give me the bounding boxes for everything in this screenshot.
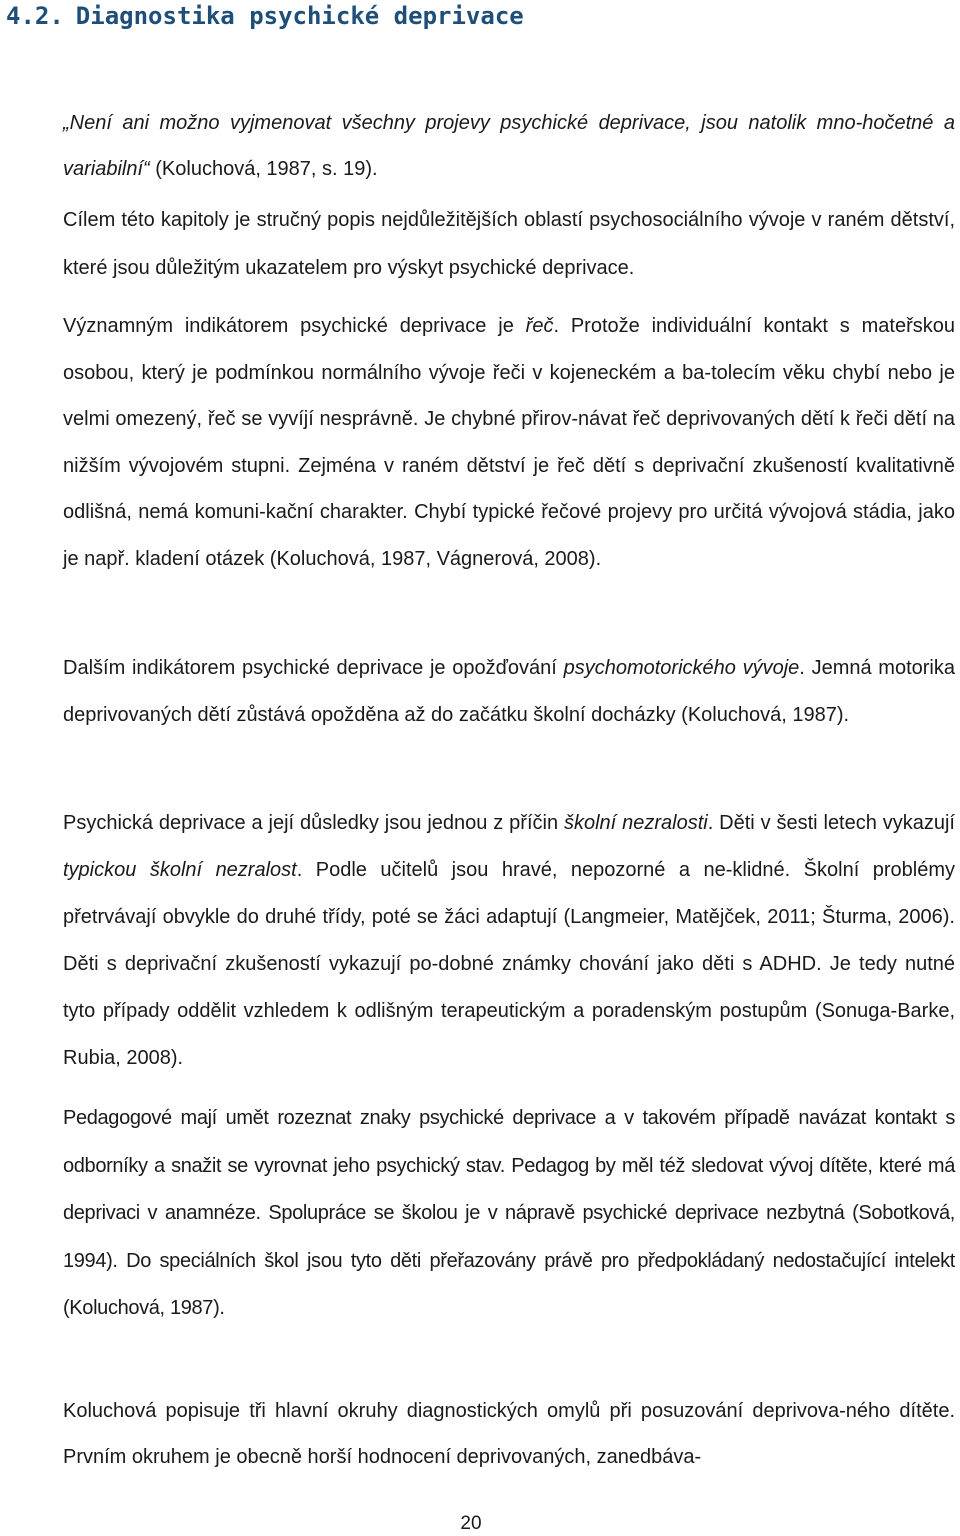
speech-term: řeč [525,315,554,337]
motor-paragraph [63,645,955,739]
section-title: Diagnostika psychické deprivace [75,2,524,30]
section-heading [6,0,524,32]
errors-text: Koluchová popisuje tři hlavní okruhy diagnostických omylů při posuzování deprivova-ného dítěte. Prvním okruhem je obecně horší hodnocení deprivovaných, zanedbáva- [63,1400,955,1468]
school-term-2: typickou školní nezralost [63,859,297,881]
errors-paragraph [63,1388,955,1480]
school-lead: Psychická deprivace a její důsledky jsou jednou z příčin [63,812,564,834]
section-number: 4.2. [6,2,64,30]
speech-lead: Významným indikátorem psychické deprivace je [63,315,526,337]
school-mid: . Děti v šesti letech vykazují [707,812,955,834]
quote-text: „Není ani možno vyjmenovat všechny projevy psychické deprivace, jsou natolik mno-hočetné a variabilní“ [63,112,955,180]
motor-term: psychomotorického vývoje [563,657,800,679]
motor-rest: . Jemná motorika deprivovaných dětí zůstává opožděna až do začátku školní docházky (Koluchová, 1987). [63,657,955,726]
intro-text: Cílem této kapitoly je stručný popis nejdůležitějších oblastí psychosociálního vývoje v raném dětství, které jsou důležitým ukazatelem pro výskyt psychické deprivace. [63,209,955,279]
quote-citation: (Koluchová, 1987, s. 19). [149,158,378,180]
motor-lead: Dalším indikátorem psychické deprivace je opožďování [63,657,564,679]
teachers-text: Pedagogové mají umět rozeznat znaky psychické deprivace a v takovém případě navázat kontakt s odborníky a snažit se vyrovnat jeho psychický stav. Pedagog by měl též sledovat vývoj dítěte, které má deprivaci v anamnéze. Spolupráce se školou je v nápravě psychické deprivace nezbytná (Sobotková, 1994). Do speciálních škol jsou tyto děti přeřazovány právě pro předpokládaný nedostačující intelekt (Koluchová, 1987). [63,1107,955,1319]
school-paragraph [63,800,955,1082]
quote-paragraph [63,100,955,192]
school-rest: . Podle učitelů jsou hravé, nepozorné a ne-klidné. Školní problémy přetrvávají obvykle do druhé třídy, poté se žáci adaptují (Langmeier, Matějček, 2011; Šturma, 2006). Děti s deprivační zkušeností vykazují po-dobné známky chování jako děti s ADHD. Je tedy nutné tyto případy oddělit vzhledem k odlišným terapeutickým a poradenským postupům (Sonuga-Barke, Rubia, 2008). [63,859,955,1069]
intro-paragraph [63,196,955,292]
teachers-paragraph [63,1095,955,1333]
school-term-1: školní nezralosti [563,812,708,834]
page-number: 20 [460,1513,482,1534]
speech-rest: . Protože individuální kontakt s mateřskou osobou, který je podmínkou normálního vývoje řeči v kojeneckém a ba-tolecím věku chybí nebo je velmi omezený, řeč se vyvíjí nesprávně. Je chybné přirov-návat řeč deprivovaných dětí k řeči dětí na nižším vývojovém stupni. Zejména v raném dětství je řeč dětí s deprivační zkušeností kvalitativně odlišná, nemá komuni-kační charakter. Chybí typické řečové projevy pro určitá vývojová stádia, jako je např. kladení otázek (Koluchová, 1987, Vágnerová, 2008). [63,315,955,570]
speech-paragraph [63,303,955,582]
